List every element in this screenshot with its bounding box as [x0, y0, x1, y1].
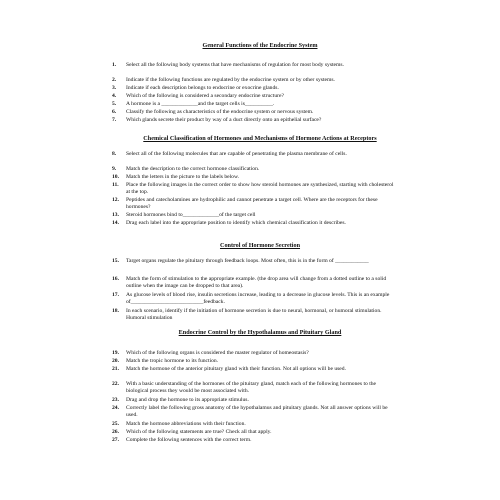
item-number: 2. — [112, 77, 117, 83]
item-text: Match the tropic hormone to its function. — [126, 358, 219, 364]
item-text: A hormone is a _____________and the target cells is__________. — [126, 101, 275, 107]
item-text: In each scenario, identify if the initiation of hormone secretion is due to neural, hormonal, or humoral stimulation. Humoral stimulation — [126, 308, 382, 321]
item-number: 26. — [112, 429, 119, 435]
item-text: With a basic understanding of the hormones of the pituitary gland, match each of the following hormones to the biological process they would be most associated with. — [126, 381, 377, 394]
item-text: Drag each label into the appropriate position to identify which chemical classification it describes. — [126, 220, 346, 226]
item-text: Steroid hormones bind to_____________of the target cell — [126, 212, 256, 218]
item-number: 10. — [112, 174, 119, 180]
item-number: 5. — [112, 101, 117, 107]
item-number: 6. — [112, 109, 117, 115]
item-text: As glucose levels of blood rise, insulin secretions increase, leading to a decrease in glucose levels. This is an example of__________________________feedback. — [126, 292, 390, 305]
item-text: Correctly label the following gross anatomy of the hypothalamus and pituitary glands. Not all answer options will be used. — [126, 405, 388, 418]
item-number: 15. — [112, 258, 119, 264]
item-number: 4. — [112, 93, 117, 99]
item-text: Indicate if the following functions are regulated by the endocrine system or by other systems. — [126, 77, 335, 83]
item-number: 9. — [112, 166, 117, 172]
item-number: 19. — [112, 350, 119, 356]
item-number: 14. — [112, 220, 119, 226]
section-heading-hypothalamus-pituitary: Endocrine Control by the Hypothalamus and Pituitary Gland — [178, 329, 342, 336]
item-number: 11. — [112, 182, 119, 188]
item-text: Peptides and catecholamines are hydrophilic and cannot penetrate a target cell. Where are the receptors for these hormones? — [126, 197, 378, 210]
item-text: Which glands secrete their product by way of a duct directly onto an epithelial surface? — [126, 117, 322, 123]
section-heading-general-functions: General Functions of the Endocrine System — [202, 42, 318, 49]
item-number: 22. — [112, 381, 119, 387]
item-text: Match the hormone of the anterior pituitary gland with their function. Not all options will be used. — [126, 366, 346, 372]
section-heading-hormone-secretion: Control of Hormone Secretion — [219, 242, 301, 249]
item-number: 12. — [112, 197, 119, 203]
item-number: 27. — [112, 437, 119, 443]
item-text: Match the form of stimulation to the appropriate example. (the drop area will change from a dotted outline to a solid outline when the image can be dropped to that area). — [126, 276, 387, 289]
item-text: Select all the following body systems that have mechanisms of regulation for most body systems. — [126, 62, 344, 68]
item-text: Which of the following statements are true? Check all that apply. — [126, 429, 272, 435]
item-text: Target organs regulate the pituitary through feedback loops. Most often, this is in the form of ____________ — [126, 258, 369, 264]
item-number: 23. — [112, 397, 119, 403]
item-text: Complete the following sentences with the correct term. — [126, 437, 252, 443]
item-number: 25. — [112, 421, 119, 427]
item-number: 17. — [112, 292, 119, 298]
item-number: 24. — [112, 405, 119, 411]
item-number: 1. — [112, 62, 117, 68]
item-number: 20. — [112, 358, 119, 364]
item-number: 7. — [112, 117, 117, 123]
item-number: 8. — [112, 151, 117, 157]
item-text: Indicate if each description belongs to endocrine or exocrine glands. — [126, 85, 279, 91]
item-text: Which of the following is considered a secondary endocrine structure? — [126, 93, 284, 99]
item-text: Select all of the following molecules that are capable of penetrating the plasma membrane of cells. — [126, 151, 347, 157]
item-number: 3. — [112, 85, 117, 91]
item-text: Place the following images in the correct order to show how steroid hormones are synthesized, starting with cholesterol at the top. — [126, 182, 394, 195]
item-text: Classify the following as characteristics of the endocrine system or nervous system. — [126, 109, 314, 115]
item-number: 21. — [112, 366, 119, 372]
item-number: 18. — [112, 308, 119, 314]
item-text: Match the hormone abbreviations with their function. — [126, 421, 246, 427]
item-number: 16. — [112, 276, 119, 282]
item-text: Match the description to the correct hormone classification. — [126, 166, 260, 172]
item-text: Which of the following organs is considered the master regulator of homeostasis? — [126, 350, 309, 356]
item-text: Match the letters in the picture to the labels below. — [126, 174, 240, 180]
item-text: Drag and drop the hormone to its appropriate stimulus. — [126, 397, 249, 403]
item-number: 13. — [112, 212, 119, 218]
section-heading-chemical-classification: Chemical Classification of Hormones and Mechanisms of Hormone Actions at Receptors — [143, 135, 377, 142]
